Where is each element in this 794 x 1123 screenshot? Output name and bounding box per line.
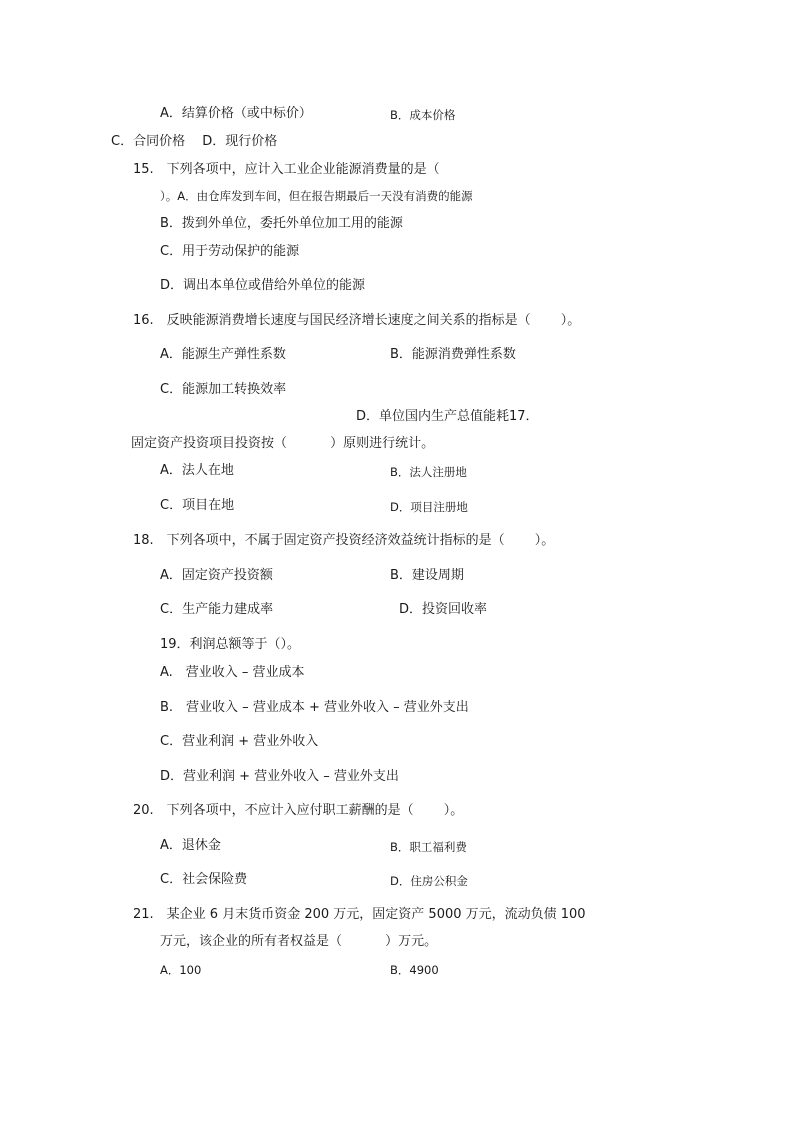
q18-option-c: C．生产能力建成率 bbox=[160, 602, 274, 617]
q16-option-c: C．能源加工转换效率 bbox=[160, 382, 287, 397]
q21-option-a: A．100 bbox=[160, 963, 202, 977]
q20-option-d: D．住房公积金 bbox=[390, 874, 468, 888]
q15-option-a: ）。A．由仓库发到车间，但在报告期最后一天没有消费的能源 bbox=[160, 189, 473, 203]
q16-option-a: A．能源生产弹性系数 bbox=[160, 347, 286, 362]
q20-stem: 20. 下列各项中，不应计入应付职工薪酬的是（ ）。 bbox=[133, 803, 464, 818]
q19-option-d: D．营业利润 + 营业外收入 – 营业外支出 bbox=[160, 769, 399, 784]
q14-option-b: B．成本价格 bbox=[390, 108, 456, 122]
q17-stem: 固定资产投资项目投资按（ ）原则进行统计。 bbox=[131, 436, 435, 451]
q14-option-c-d: C．合同价格 D．现行价格 bbox=[111, 134, 278, 149]
q16-option-d: D．单位国内生产总值能耗17． bbox=[356, 409, 539, 424]
q15-option-c: C．用于劳动保护的能源 bbox=[160, 244, 300, 259]
q15-option-b: B．拨到外单位，委托外单位加工用的能源 bbox=[160, 216, 403, 231]
q19-option-c: C．营业利润 + 营业外收入 bbox=[160, 734, 319, 749]
q20-option-c: C．社会保险费 bbox=[160, 872, 248, 887]
q19-option-a: A. 营业收入 – 营业成本 bbox=[160, 665, 305, 680]
q17-option-c: C．项目在地 bbox=[160, 498, 235, 513]
q20-option-b: B．职工福利费 bbox=[390, 840, 467, 854]
q17-option-b: B．法人注册地 bbox=[390, 465, 467, 479]
q15-option-d: D．调出本单位或借给外单位的能源 bbox=[160, 278, 366, 293]
q18-option-b: B．建设周期 bbox=[390, 568, 464, 583]
q15-stem: 15. 下列各项中，应计入工业企业能源消费量的是（ bbox=[133, 162, 440, 177]
q18-stem: 18. 下列各项中，不属于固定资产投资经济效益统计指标的是（ ）。 bbox=[133, 533, 555, 548]
q17-option-d: D．项目注册地 bbox=[390, 500, 468, 514]
q21-stem: 21. 某企业 6 月末货币资金 200 万元，固定资产 5000 万元，流动负债 100 bbox=[133, 907, 586, 922]
q21-option-b: B．4900 bbox=[390, 963, 439, 977]
q19-option-b: B. 营业收入 – 营业成本 + 营业外收入 – 营业外支出 bbox=[160, 700, 469, 715]
q18-option-a: A．固定资产投资额 bbox=[160, 568, 273, 583]
q16-stem: 16. 反映能源消费增长速度与国民经济增长速度之间关系的指标是（ ）。 bbox=[133, 313, 581, 328]
q21-stem-continued: 万元，该企业的所有者权益是（ ）万元。 bbox=[160, 934, 438, 949]
q18-option-d: D．投资回收率 bbox=[399, 602, 488, 617]
q16-option-b: B．能源消费弹性系数 bbox=[390, 347, 516, 362]
q14-option-a: A．结算价格（或中标价） bbox=[160, 106, 312, 121]
q20-option-a: A．退休金 bbox=[160, 838, 221, 853]
q17-option-a: A．法人在地 bbox=[160, 463, 234, 478]
q19-stem: 19．利润总额等于（）。 bbox=[160, 637, 301, 652]
